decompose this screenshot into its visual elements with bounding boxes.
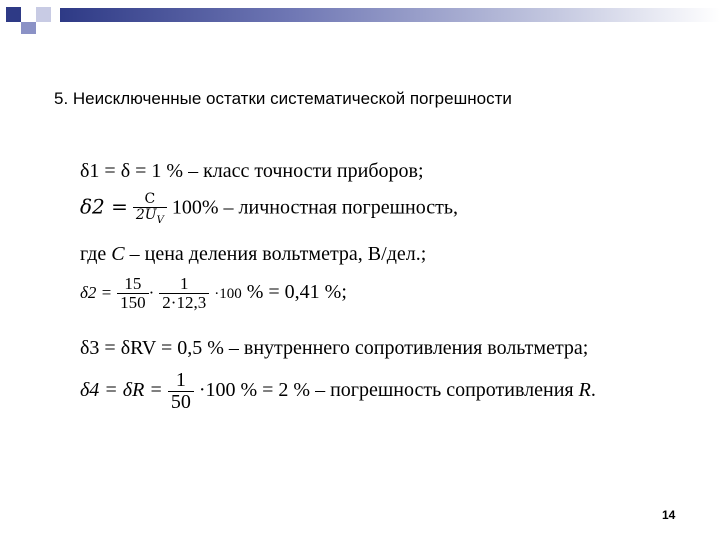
decor-square-3 xyxy=(36,7,51,22)
delta2-den-sub: V xyxy=(156,214,164,226)
delta2-den-main: 2U xyxy=(135,206,157,223)
page-number: 14 xyxy=(662,508,676,522)
formula-delta2-definition xyxy=(80,192,458,226)
delta2v-f2-num: 1 xyxy=(159,275,209,294)
decorative-band xyxy=(0,0,720,36)
delta2v-lhs: δ2 = xyxy=(80,282,113,302)
delta4-den: 50 xyxy=(170,391,191,413)
note-suffix: – цена деления вольтметра, В/дел.; xyxy=(124,243,427,265)
delta4-num: 1 xyxy=(168,370,194,392)
note-var-c: C xyxy=(111,243,125,265)
delta2v-f1-num: 15 xyxy=(117,275,149,294)
decor-gradient-bar xyxy=(60,8,720,22)
formula-delta1 xyxy=(80,160,424,183)
delta2v-fraction-1 xyxy=(117,275,149,312)
delta2v-mul: ·100 xyxy=(214,285,242,302)
delta3-text: δ3 = δRV = 0,5 % – внутреннего сопротивления вольтметра; xyxy=(80,337,589,359)
formula-delta3 xyxy=(80,337,588,360)
delta2-rest: 100% – личностная погрешность, xyxy=(171,196,458,219)
delta4-var-r: R xyxy=(578,379,591,402)
delta4-rest: % = 2 % – погрешность сопротивления xyxy=(240,379,574,402)
formula-delta2-value: δ2 = $\frac{15}{150}$ · $\frac{1}{2\cdot 12,3}$ ·100 % = 0,41 %; xyxy=(80,274,347,312)
delta2-denominator xyxy=(133,208,167,226)
delta4-mul: ·100 xyxy=(198,379,236,402)
formula-note-c xyxy=(80,243,426,266)
delta4-lhs: δ4 = δR = xyxy=(80,379,163,402)
delta2-numerator: C xyxy=(133,192,167,208)
delta2-lhs: δ2 = xyxy=(80,194,128,219)
delta2-fraction xyxy=(133,192,167,226)
note-prefix: где xyxy=(80,243,112,265)
slide-heading: 5. Неисключенные остатки систематической погрешности xyxy=(54,89,512,108)
formula-delta1-text: δ1 = δ = 1 % – класс точности приборов; xyxy=(80,160,424,182)
formula-delta4 xyxy=(80,370,596,413)
delta2v-f1-den: 150 xyxy=(120,292,146,312)
decor-square-1 xyxy=(6,7,21,22)
decor-square-2 xyxy=(21,22,36,34)
delta4-fraction xyxy=(168,370,194,413)
delta2v-rest: % = 0,41 %; xyxy=(246,280,347,303)
delta4-end: . xyxy=(590,379,596,402)
delta2v-fraction-2 xyxy=(159,275,209,312)
delta2v-f2-den: 2·12,3 xyxy=(162,292,207,312)
